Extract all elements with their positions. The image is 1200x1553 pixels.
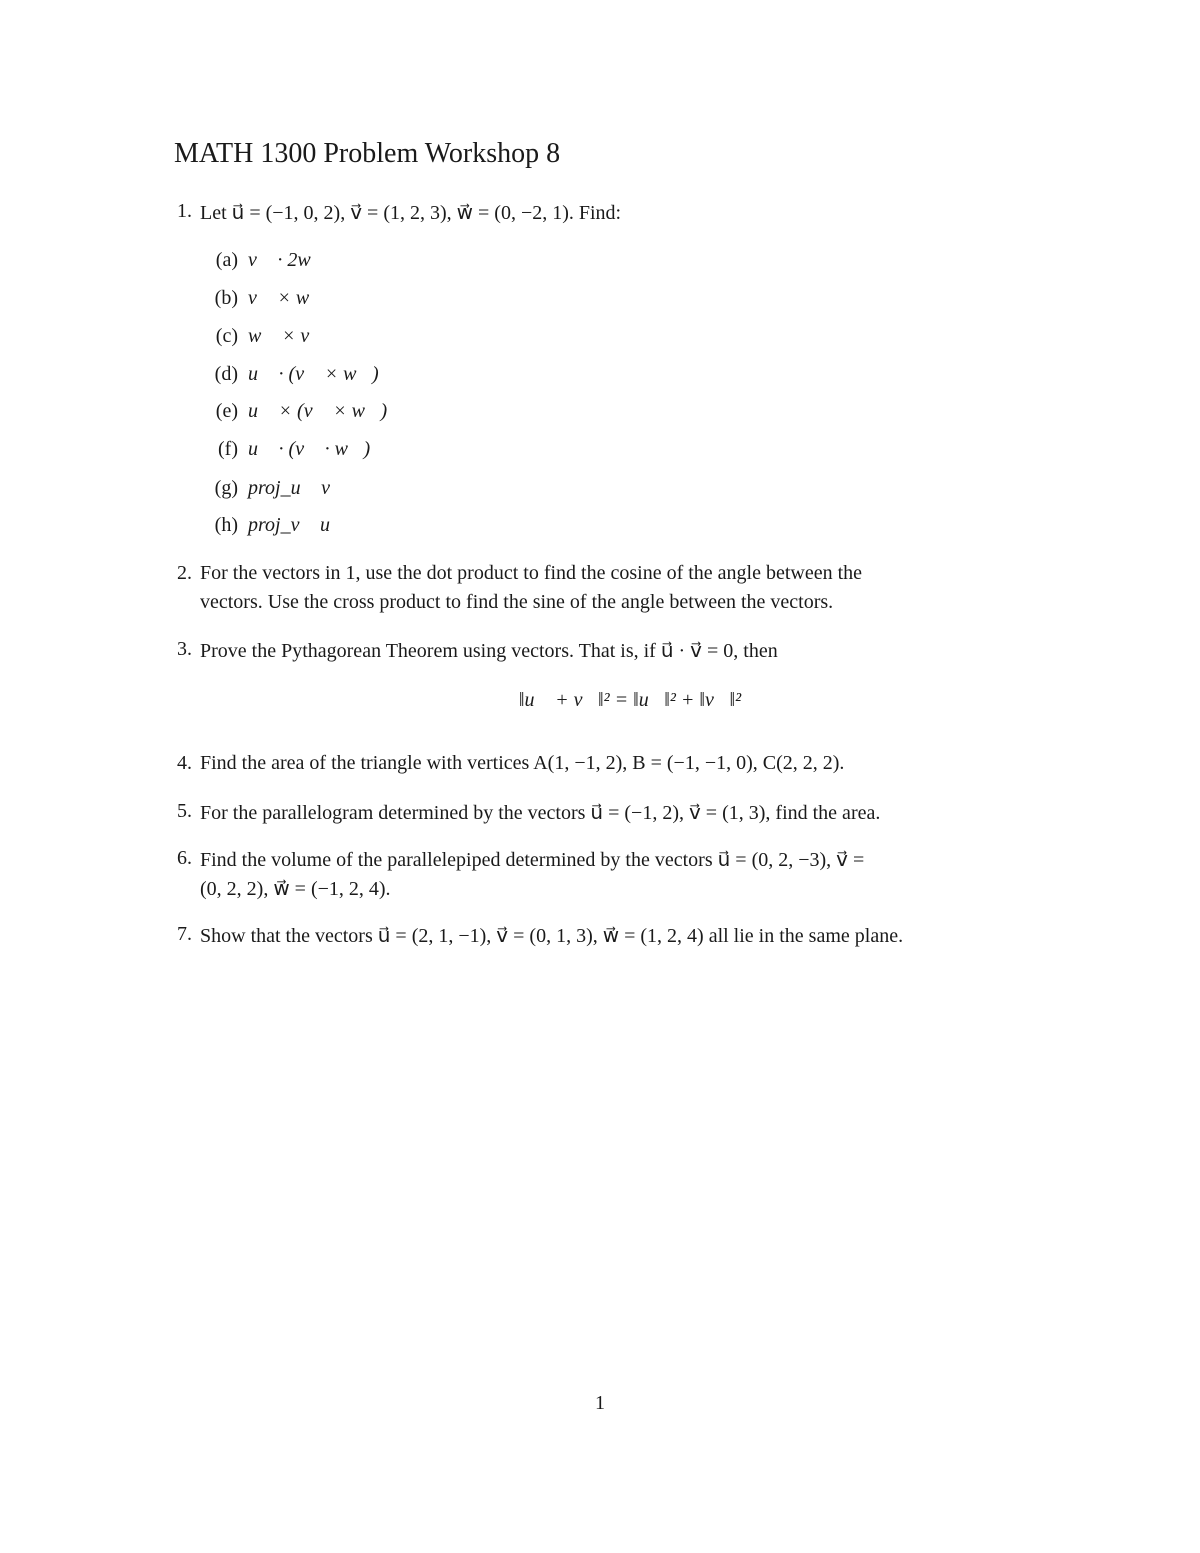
part-g-label: (g)	[214, 477, 238, 499]
part-c-label: (c)	[215, 325, 238, 347]
part-a-expr: v⃗ · 2w⃗	[248, 249, 327, 271]
problem-2-number: 2.	[177, 562, 192, 584]
page-title: MATH 1300 Problem Workshop 8	[174, 138, 561, 169]
part-b-label: (b)	[214, 287, 238, 309]
problem-6-line-1: Find the volume of the parallelepiped determined by the vectors u⃗ = (0, 2, −3), v⃗ =	[200, 849, 865, 871]
part-d-expr: u⃗ · (v⃗ × w⃗)	[248, 363, 379, 385]
pythagorean-equation: ‖u⃗ + v⃗‖² = ‖u⃗‖² + ‖v⃗‖²	[518, 689, 742, 711]
part-f-expr: u⃗ · (v⃗ · w⃗)	[248, 438, 371, 460]
problem-5-number: 5.	[177, 800, 192, 822]
part-e-expr: u⃗ × (v⃗ × w⃗)	[248, 400, 388, 422]
part-e-label: (e)	[215, 400, 238, 422]
problem-2-line-2: vectors. Use the cross product to find the sine of the angle between the vectors.	[200, 591, 834, 613]
part-a-label: (a)	[215, 249, 238, 271]
problem-6-number: 6.	[177, 847, 192, 869]
problem-2-line-1: For the vectors in 1, use the dot product to find the cosine of the angle between the	[200, 562, 863, 584]
part-c-expr: w⃗ × v⃗	[248, 325, 325, 347]
part-h-label: (h)	[214, 514, 238, 536]
problem-6-line-2: (0, 2, 2), w⃗ = (−1, 2, 4).	[200, 878, 391, 900]
problem-4-text: Find the area of the triangle with vertices A(1, −1, 2), B = (−1, −1, 0), C(2, 2, 2).	[200, 752, 845, 774]
part-h-expr: proj_v⃗ u⃗	[248, 514, 346, 536]
part-f-label: (f)	[218, 438, 238, 460]
part-b-expr: v⃗ × w⃗	[248, 287, 325, 309]
problem-1-text: Let u⃗ = (−1, 0, 2), v⃗ = (1, 2, 3), w⃗ = (0, −2, 1). Find:	[200, 202, 622, 224]
problem-3-text: Prove the Pythagorean Theorem using vectors. That is, if u⃗ · v⃗ = 0, then	[200, 640, 778, 662]
problem-4-number: 4.	[177, 752, 192, 774]
problem-7-text: Show that the vectors u⃗ = (2, 1, −1), v⃗ = (0, 1, 3), w⃗ = (1, 2, 4) all lie in the same plane.	[200, 925, 904, 947]
page-number: 1	[595, 1392, 605, 1414]
part-d-label: (d)	[214, 363, 238, 385]
part-g-expr: proj_u⃗ v⃗	[248, 477, 346, 499]
problem-1-number: 1.	[177, 200, 192, 222]
problem-5-text: For the parallelogram determined by the vectors u⃗ = (−1, 2), v⃗ = (1, 3), find the area.	[200, 802, 881, 824]
problem-7-number: 7.	[177, 923, 192, 945]
problem-3-number: 3.	[177, 638, 192, 660]
